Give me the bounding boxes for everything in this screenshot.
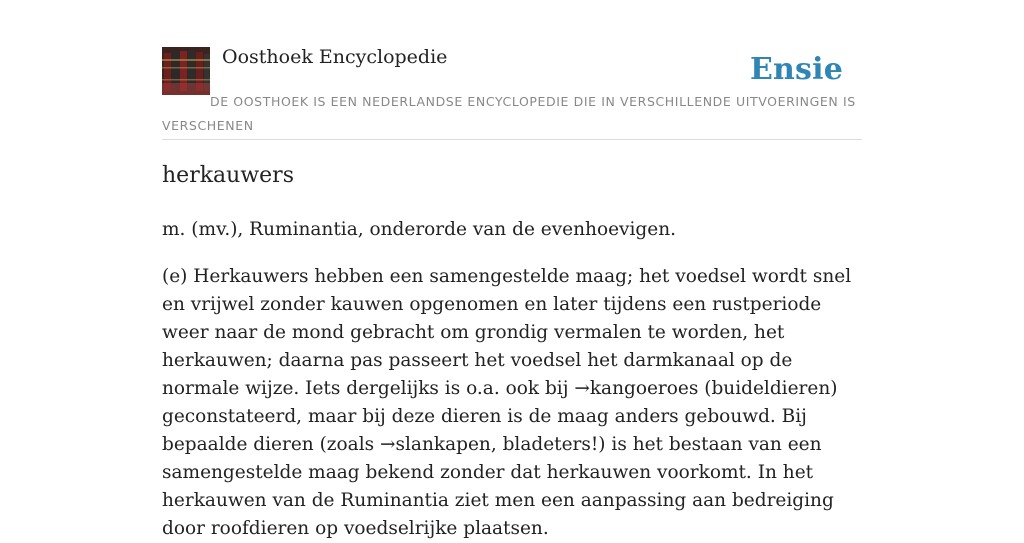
entry-definition: m. (mv.), Ruminantia, onderorde van de evenhoevigen. [162,219,676,240]
entry-body [162,263,864,543]
site-header [162,0,862,140]
page [162,0,862,539]
entry-title: herkauwers [162,163,294,188]
entry-body-part-2: (buideldieren) geconstateerd, maar bij deze dieren is de maag anders gebouwd. Bij bepaalde dieren (zoals [162,378,838,455]
entry-body-part-1: (e) Herkauwers hebben een samengestelde maag; het voedsel wordt snel en vrijwel zonder kauwen opgenomen en later tijdens een rustperiode weer naar de mond gebracht om grondig vermalen te worden, het herkauwen; daarna pas passeert het voedsel het darmkanaal op de normale wijze. Iets dergelijks is o.a. ook bij [162,266,852,399]
book-spines-icon[interactable] [162,47,210,95]
site-title-link[interactable]: Oosthoek Encyclopedie [222,46,448,68]
ensie-logo-link[interactable]: Ensie [749,52,843,87]
link-kangoeroes[interactable]: →kangoeroes [574,378,699,399]
site-tagline: DE OOSTHOEK IS EEN NEDERLANDSE ENCYCLOPEDIE DIE IN VERSCHILLENDE UITVOERINGEN IS VERSCHENEN [162,94,856,133]
link-slankapen[interactable]: →slankapen [380,434,491,455]
entry-body-part-3: , bladeters!) is het bestaan van een samengestelde maag bekend zonder dat herkauwen voorkomt. In het herkauwen van de Ruminantia ziet men een aanpassing aan bedreiging door roofdieren op voedselrijke plaatsen. [162,434,834,539]
